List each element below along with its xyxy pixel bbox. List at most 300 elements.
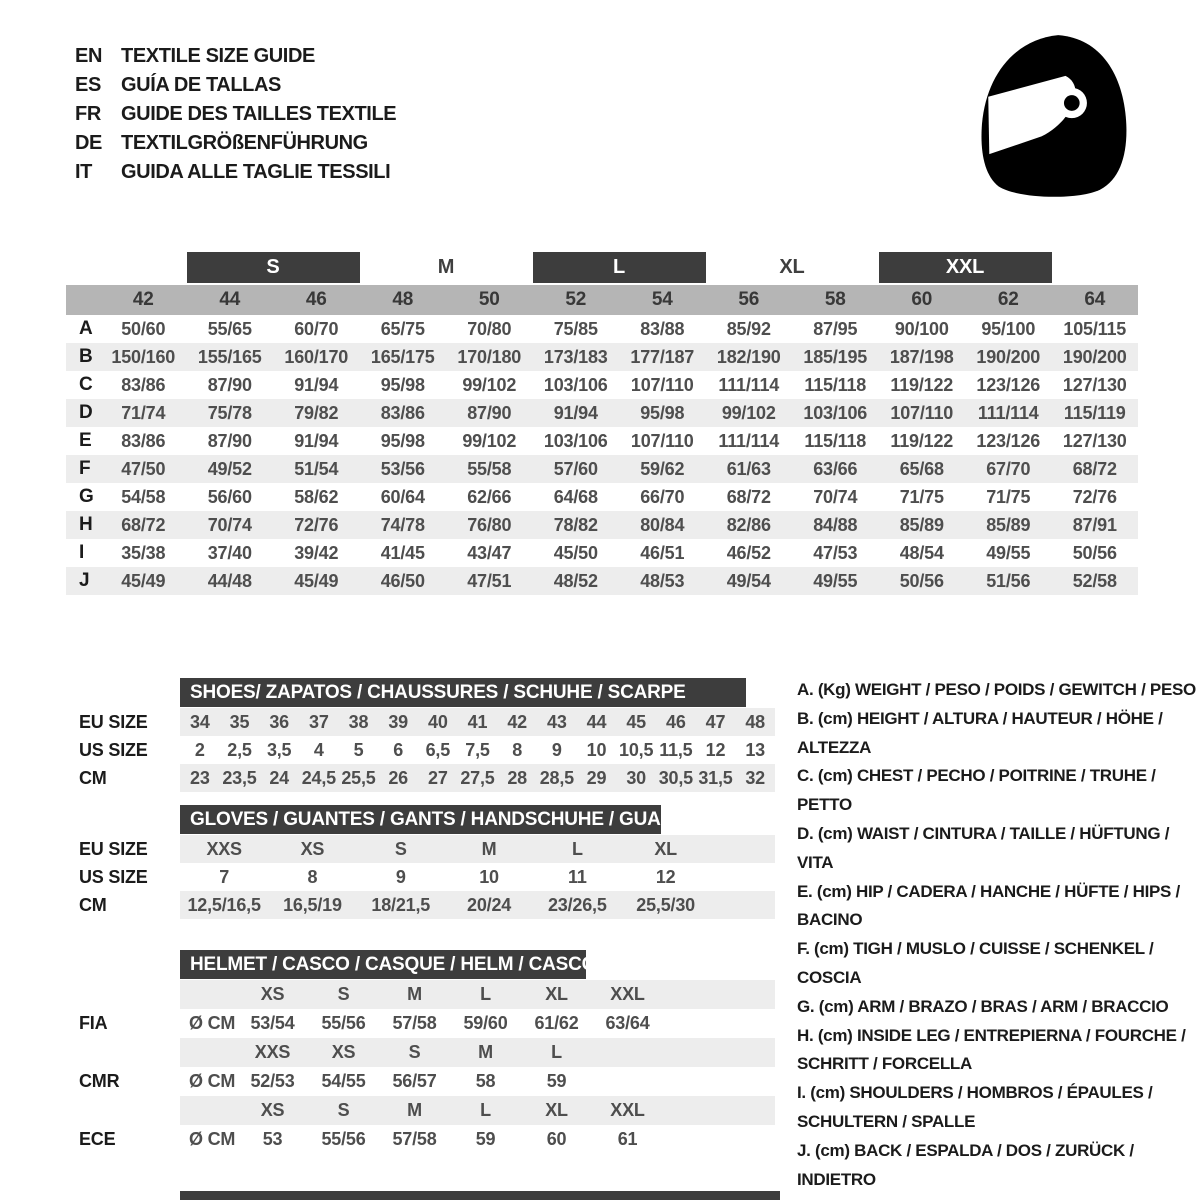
measure-value: 78/82: [553, 514, 598, 535]
measure-value: 71/74: [121, 402, 166, 423]
measure-value: 95/98: [640, 402, 685, 423]
legend-item-c: C. (cm) CHEST / PECHO / POITRINE / TRUHE / PETTO: [797, 766, 1156, 815]
legend-item-j: J. (cm) BACK / ESPALDA / DOS / ZURÜCK / INDIETRO: [797, 1140, 1134, 1189]
language-code: EN: [75, 45, 102, 67]
measure-value: 57/60: [553, 458, 598, 479]
measure-row-e: [66, 427, 1138, 455]
shoes-value: 13: [745, 739, 765, 760]
helmet-value: 55/56: [321, 1013, 366, 1033]
measure-value: 185/195: [803, 346, 868, 367]
gloves-value: 18/21,5: [371, 894, 431, 915]
measure-value: 50/56: [1072, 542, 1117, 563]
helmet-size: L: [551, 1042, 562, 1062]
measure-value: 66/70: [640, 486, 685, 507]
measure-value: 44/48: [207, 570, 252, 591]
measure-value: 103/106: [543, 374, 608, 395]
guide-title-it: GUIDA ALLE TAGLIE TESSILI: [121, 161, 391, 183]
helmet-size: M: [407, 1100, 422, 1120]
apparel-size-table: [66, 252, 1138, 595]
measure-value: 68/72: [1072, 458, 1117, 479]
helmet-size: XS: [260, 1100, 285, 1120]
shoes-value: 6,5: [425, 739, 451, 760]
measure-row-d: [66, 399, 1138, 427]
language-line: [75, 100, 396, 129]
gloves-value: XL: [654, 838, 677, 859]
helmet-values: [180, 1125, 775, 1154]
measure-row-label: C: [79, 374, 93, 395]
measure-value: 83/86: [121, 374, 166, 395]
measure-value: 46/51: [640, 542, 685, 563]
helmet-size: XS: [260, 984, 285, 1004]
legend-item-a: A. (Kg) WEIGHT / PESO / POIDS / GEWITCH / PESO: [797, 680, 1196, 699]
measure-value: 48/53: [640, 570, 685, 591]
language-code: ES: [75, 74, 101, 96]
shoes-value: 27,5: [460, 767, 495, 788]
size-group-s: S: [187, 252, 360, 283]
measure-value: 190/200: [976, 346, 1041, 367]
measure-value: 49/55: [986, 542, 1031, 563]
measure-row-label: I: [79, 542, 85, 563]
measurement-legend: [797, 676, 1199, 1194]
measure-value: 35/38: [121, 542, 166, 563]
gloves-row-label: EU SIZE: [79, 838, 148, 859]
shoes-value: 6: [393, 739, 404, 760]
gloves-value: 8: [307, 866, 318, 887]
measure-value: 123/126: [976, 374, 1041, 395]
guide-title-fr: GUIDE DES TAILLES TEXTILE: [121, 103, 397, 125]
cropped-section-bar: [180, 1191, 780, 1200]
language-line: [75, 158, 396, 187]
shoes-value: 26: [388, 767, 408, 788]
measure-value: 127/130: [1062, 374, 1127, 395]
language-line: [75, 42, 396, 71]
measure-value: 58/62: [294, 486, 339, 507]
helmet-size: S: [337, 984, 350, 1004]
gloves-row-label: US SIZE: [79, 866, 148, 887]
helmet-value: 53/54: [250, 1013, 295, 1033]
size-band-spacer: [66, 285, 100, 315]
measure-value: 51/54: [294, 458, 339, 479]
helmet-size: XL: [545, 1100, 568, 1120]
measure-value: 91/94: [553, 402, 598, 423]
shoes-value: 27: [428, 767, 448, 788]
measure-value: 45/50: [553, 542, 598, 563]
measure-value: 53/56: [380, 458, 425, 479]
shoes-value: 35: [229, 711, 250, 732]
measure-value: 47/51: [467, 570, 512, 591]
guide-title-es: GUÍA DE TALLAS: [121, 74, 281, 96]
gloves-row-us-size: [66, 863, 775, 891]
size-group-l: L: [533, 252, 706, 283]
measure-row-label: D: [79, 402, 93, 423]
unit-spacer: [180, 1096, 237, 1125]
helmet-sizes: [180, 1096, 775, 1125]
numeric-size: 50: [478, 289, 500, 310]
unit-spacer: [180, 1038, 237, 1067]
size-group-xxl: XXL: [879, 252, 1052, 283]
helmet-values: [180, 1009, 775, 1038]
measure-value: 90/100: [894, 318, 949, 339]
measure-value: 60/64: [380, 486, 425, 507]
measure-row-g: [66, 483, 1138, 511]
gloves-section-title: GLOVES / GUANTES / GANTS / HANDSCHUHE / GUANTI: [180, 805, 661, 834]
shoes-value: 44: [586, 711, 607, 732]
numeric-size: 48: [392, 289, 414, 310]
measure-value: 80/84: [640, 514, 685, 535]
numeric-size: 54: [651, 289, 673, 310]
measure-value: 190/200: [1062, 346, 1127, 367]
helmet-value: 59/60: [463, 1013, 508, 1033]
shoes-value: 38: [348, 711, 369, 732]
shoes-section-title: SHOES/ ZAPATOS / CHAUSSURES / SCHUHE / SCARPE: [180, 678, 746, 707]
measure-value: 91/94: [294, 430, 339, 451]
measure-value: 67/70: [986, 458, 1031, 479]
measure-value: 61/63: [726, 458, 771, 479]
gloves-row-label: CM: [79, 894, 107, 915]
helmet-size-band-fia: [66, 980, 775, 1009]
shoes-value: 3,5: [266, 739, 292, 760]
gloves-value: S: [394, 838, 407, 859]
measure-value: 127/130: [1062, 430, 1127, 451]
numeric-size: 60: [911, 289, 933, 310]
measure-row-i: [66, 539, 1138, 567]
gloves-value: 11: [568, 866, 587, 887]
helmet-standard-row-ece: [66, 1125, 775, 1154]
measure-value: 83/88: [640, 318, 685, 339]
measure-value: 48/54: [899, 542, 944, 563]
size-group-header-row: [66, 252, 1138, 283]
measure-value: 50/60: [121, 318, 166, 339]
numeric-size: 64: [1084, 289, 1106, 310]
shoes-value: 48: [745, 711, 765, 732]
helmet-value: 58: [475, 1071, 496, 1091]
gloves-value: 23/26,5: [548, 894, 607, 915]
gloves-value: XXS: [206, 838, 242, 859]
shoes-value: 9: [551, 739, 562, 760]
unit-label: Ø CM: [189, 1013, 236, 1033]
measure-value: 70/74: [207, 514, 252, 535]
helmet-sizes: [180, 980, 775, 1009]
measure-value: 187/198: [889, 346, 954, 367]
measure-value: 87/95: [813, 318, 858, 339]
measure-row-a: [66, 315, 1138, 343]
helmet-value: 57/58: [392, 1129, 437, 1149]
gloves-value: 10: [479, 866, 499, 887]
gloves-row-values: [180, 891, 775, 919]
measure-value: 75/78: [207, 402, 252, 423]
measure-value: 111/114: [718, 374, 780, 395]
measure-value: 91/94: [294, 374, 339, 395]
helmet-value: 61: [617, 1129, 638, 1149]
helmet-value: 59: [475, 1129, 496, 1149]
measure-value: 85/89: [899, 514, 944, 535]
numeric-size: 58: [824, 289, 846, 310]
measure-value: 85/89: [986, 514, 1031, 535]
gloves-value: 16,5/19: [283, 894, 342, 915]
measure-value: 83/86: [121, 430, 166, 451]
language-code: DE: [75, 132, 102, 154]
helmet-size: XXL: [610, 984, 645, 1004]
gloves-value: XS: [300, 838, 325, 859]
measure-row-j: [66, 567, 1138, 595]
measure-value: 43/47: [467, 542, 512, 563]
gloves-value: 20/24: [467, 894, 512, 915]
measure-value: 60/70: [294, 318, 339, 339]
measure-value: 150/160: [111, 346, 176, 367]
helmet-value: 57/58: [392, 1013, 437, 1033]
helmet-values: [180, 1067, 775, 1096]
shoes-value: 29: [586, 767, 607, 788]
measure-value: 49/54: [726, 570, 771, 591]
measure-value: 95/100: [981, 318, 1036, 339]
measure-value: 71/75: [899, 486, 944, 507]
helmet-value: 61/62: [534, 1013, 579, 1033]
helmet-size: M: [407, 984, 422, 1004]
shoes-value: 10,5: [619, 739, 654, 760]
unit-label: Ø CM: [189, 1129, 236, 1149]
numeric-size: 44: [219, 289, 241, 310]
shoes-value: 36: [269, 711, 289, 732]
shoes-value: 31,5: [698, 767, 733, 788]
measure-value: 45/49: [294, 570, 339, 591]
measure-value: 49/52: [207, 458, 252, 479]
helmet-size: XXL: [610, 1100, 645, 1120]
legend-item-d: D. (cm) WAIST / CINTURA / TAILLE / HÜFTUNG / VITA: [797, 823, 1170, 872]
measure-value: 107/110: [630, 374, 694, 395]
shoes-row-values: [180, 736, 775, 764]
helmet-value: 59: [546, 1071, 567, 1091]
language-code: FR: [75, 103, 101, 125]
shoes-value: 2: [194, 739, 205, 760]
guide-title-de: TEXTILGRÖßENFÜHRUNG: [121, 132, 368, 154]
unit-spacer: [180, 980, 237, 1009]
measure-value: 47/50: [121, 458, 166, 479]
measure-row-f: [66, 455, 1138, 483]
measure-value: 111/114: [977, 402, 1039, 423]
helmet-size: XXS: [254, 1042, 291, 1062]
helmet-value: 56/57: [392, 1071, 437, 1091]
measure-value: 37/40: [207, 542, 252, 563]
gloves-row-cm: [66, 891, 775, 919]
shoes-value: 2,5: [227, 739, 252, 760]
measure-row-label: A: [79, 318, 93, 339]
standard-label: CMR: [79, 1071, 120, 1091]
measure-value: 71/75: [986, 486, 1031, 507]
measure-row-b: [66, 343, 1138, 371]
shoes-value: 25,5: [341, 767, 376, 788]
size-group-xl: XL: [779, 256, 805, 278]
measure-value: 82/86: [726, 514, 771, 535]
row-label-spacer: [66, 980, 180, 1009]
measure-value: 55/65: [207, 318, 252, 339]
shoes-value: 7,5: [465, 739, 490, 760]
measure-value: 65/75: [380, 318, 425, 339]
shoes-value: 4: [313, 739, 324, 760]
measure-value: 64/68: [553, 486, 598, 507]
measure-value: 72/76: [1072, 486, 1117, 507]
measure-value: 111/114: [718, 430, 780, 451]
numeric-size: 62: [997, 289, 1019, 310]
gloves-value: 9: [395, 866, 406, 887]
shoes-value: 30: [626, 767, 646, 788]
language-line: [75, 129, 396, 158]
helmet-sizes: [180, 1038, 775, 1067]
measure-value: 46/50: [380, 570, 425, 591]
measure-value: 39/42: [294, 542, 339, 563]
measure-value: 155/165: [197, 346, 262, 367]
shoes-row-us-size: [66, 736, 775, 764]
measure-value: 84/88: [813, 514, 858, 535]
measure-row-label: J: [79, 570, 90, 591]
shoes-value: 34: [190, 711, 210, 732]
legend-item-e: E. (cm) HIP / CADERA / HANCHE / HÜFTE / HIPS / BACINO: [797, 881, 1180, 930]
numeric-size: 56: [738, 289, 760, 310]
numeric-size-band: [66, 285, 1138, 315]
gloves-value: 12: [655, 866, 676, 887]
measure-value: 105/115: [1063, 318, 1127, 339]
shoes-value: 23,5: [222, 767, 257, 788]
racing-helmet-icon: [972, 32, 1134, 197]
measure-value: 119/122: [890, 374, 954, 395]
measure-value: 51/56: [986, 570, 1031, 591]
measure-row-h: [66, 511, 1138, 539]
gloves-value: M: [481, 838, 497, 859]
shoes-value: 30,5: [658, 767, 693, 788]
shoes-value: 37: [309, 711, 329, 732]
measure-value: 41/45: [380, 542, 425, 563]
standard-label: FIA: [79, 1013, 108, 1033]
measure-value: 68/72: [726, 486, 771, 507]
measure-value: 182/190: [716, 346, 781, 367]
shoes-value: 11,5: [659, 739, 693, 760]
measure-value: 170/180: [457, 346, 522, 367]
helmet-size: L: [480, 1100, 491, 1120]
measure-value: 95/98: [380, 374, 425, 395]
numeric-size: 42: [132, 289, 154, 310]
legend-item-i: I. (cm) SHOULDERS / HOMBROS / ÉPAULES / SCHULTERN / SPALLE: [797, 1083, 1153, 1131]
measure-value: 115/118: [804, 374, 867, 395]
shoes-value: 32: [745, 767, 765, 788]
standard-label: ECE: [79, 1129, 116, 1149]
measure-value: 52/58: [1072, 570, 1117, 591]
helmet-section-title: HELMET / CASCO / CASQUE / HELM / CASCO: [180, 950, 586, 979]
measure-value: 107/110: [890, 402, 954, 423]
measure-value: 45/49: [121, 570, 166, 591]
measure-row-label: B: [79, 346, 93, 367]
measure-value: 76/80: [467, 514, 512, 535]
measure-value: 74/78: [380, 514, 425, 535]
measure-value: 119/122: [890, 430, 954, 451]
measure-value: 62/66: [467, 486, 512, 507]
measure-row-c: [66, 371, 1138, 399]
legend-item-b: B. (cm) HEIGHT / ALTURA / HAUTEUR / HÖHE / ALTEZZA: [797, 708, 1163, 757]
shoes-value: 28,5: [539, 767, 574, 788]
measure-row-label: E: [79, 430, 92, 451]
gloves-row-values: [180, 863, 775, 891]
measure-value: 87/90: [207, 430, 252, 451]
measure-value: 46/52: [726, 542, 771, 563]
numeric-size: 52: [565, 289, 587, 310]
measure-value: 99/102: [462, 430, 517, 451]
gloves-value: 12,5/16,5: [187, 894, 261, 915]
measure-value: 95/98: [380, 430, 425, 451]
measure-value: 165/175: [370, 346, 435, 367]
helmet-value: 60: [546, 1129, 567, 1149]
measure-value: 70/74: [813, 486, 858, 507]
shoes-value: 28: [507, 767, 527, 788]
measure-value: 115/118: [804, 430, 867, 451]
helmet-size: L: [480, 984, 491, 1004]
measure-value: 87/91: [1072, 514, 1117, 535]
measure-value: 103/106: [803, 402, 868, 423]
gloves-value: 7: [219, 866, 230, 887]
legend-item-g: G. (cm) ARM / BRAZO / BRAS / ARM / BRACCIO: [797, 996, 1169, 1016]
language-line: [75, 71, 396, 100]
shoes-row-label: CM: [79, 767, 107, 788]
measure-value: 47/53: [813, 542, 858, 563]
language-code: IT: [75, 161, 92, 183]
measure-value: 55/58: [467, 458, 512, 479]
measure-value: 70/80: [467, 318, 512, 339]
shoes-row-values: [180, 708, 775, 736]
shoes-value: 42: [507, 711, 527, 732]
helmet-value: 53: [262, 1129, 283, 1149]
measure-value: 85/92: [726, 318, 771, 339]
measure-value: 59/62: [640, 458, 685, 479]
apparel-measure-rows: [66, 315, 1138, 595]
shoes-value: 24: [269, 767, 289, 788]
measure-value: 79/82: [294, 402, 339, 423]
shoes-row-eu-size: [66, 708, 775, 736]
language-title-list: [75, 42, 396, 187]
helmet-value: 52/53: [250, 1071, 295, 1091]
unit-label: Ø CM: [189, 1071, 236, 1091]
guide-title-en: TEXTILE SIZE GUIDE: [121, 45, 315, 67]
helmet-size-table: [66, 980, 775, 1154]
measure-value: 99/102: [721, 402, 776, 423]
measure-value: 103/106: [543, 430, 608, 451]
row-label-spacer: [66, 1038, 180, 1067]
helmet-value: 63/64: [605, 1013, 650, 1033]
measure-value: 123/126: [976, 430, 1041, 451]
helmet-size: S: [408, 1042, 421, 1062]
gloves-row-eu-size: [66, 835, 775, 863]
measure-row-label: H: [79, 514, 93, 535]
measure-row-label: G: [79, 486, 94, 507]
measure-value: 115/119: [1063, 402, 1126, 423]
measure-value: 63/66: [813, 458, 858, 479]
measure-value: 83/86: [380, 402, 425, 423]
measure-value: 99/102: [462, 374, 517, 395]
shoes-value: 12: [705, 739, 726, 760]
helmet-standard-row-cmr: [66, 1067, 775, 1096]
helmet-size: XL: [545, 984, 568, 1004]
measure-value: 72/76: [294, 514, 339, 535]
helmet-value: 54/55: [321, 1071, 366, 1091]
helmet-size: S: [337, 1100, 350, 1120]
shoes-value: 47: [705, 711, 726, 732]
measure-value: 173/183: [543, 346, 608, 367]
size-group-m: M: [437, 256, 455, 278]
measure-value: 75/85: [553, 318, 598, 339]
measure-value: 177/187: [630, 346, 695, 367]
shoes-size-table: [66, 708, 775, 792]
measure-value: 56/60: [207, 486, 252, 507]
helmet-size-band-cmr: [66, 1038, 775, 1067]
gloves-value: 25,5/30: [636, 894, 695, 915]
measure-row-label: F: [79, 458, 91, 479]
shoes-value: 10: [586, 739, 607, 760]
